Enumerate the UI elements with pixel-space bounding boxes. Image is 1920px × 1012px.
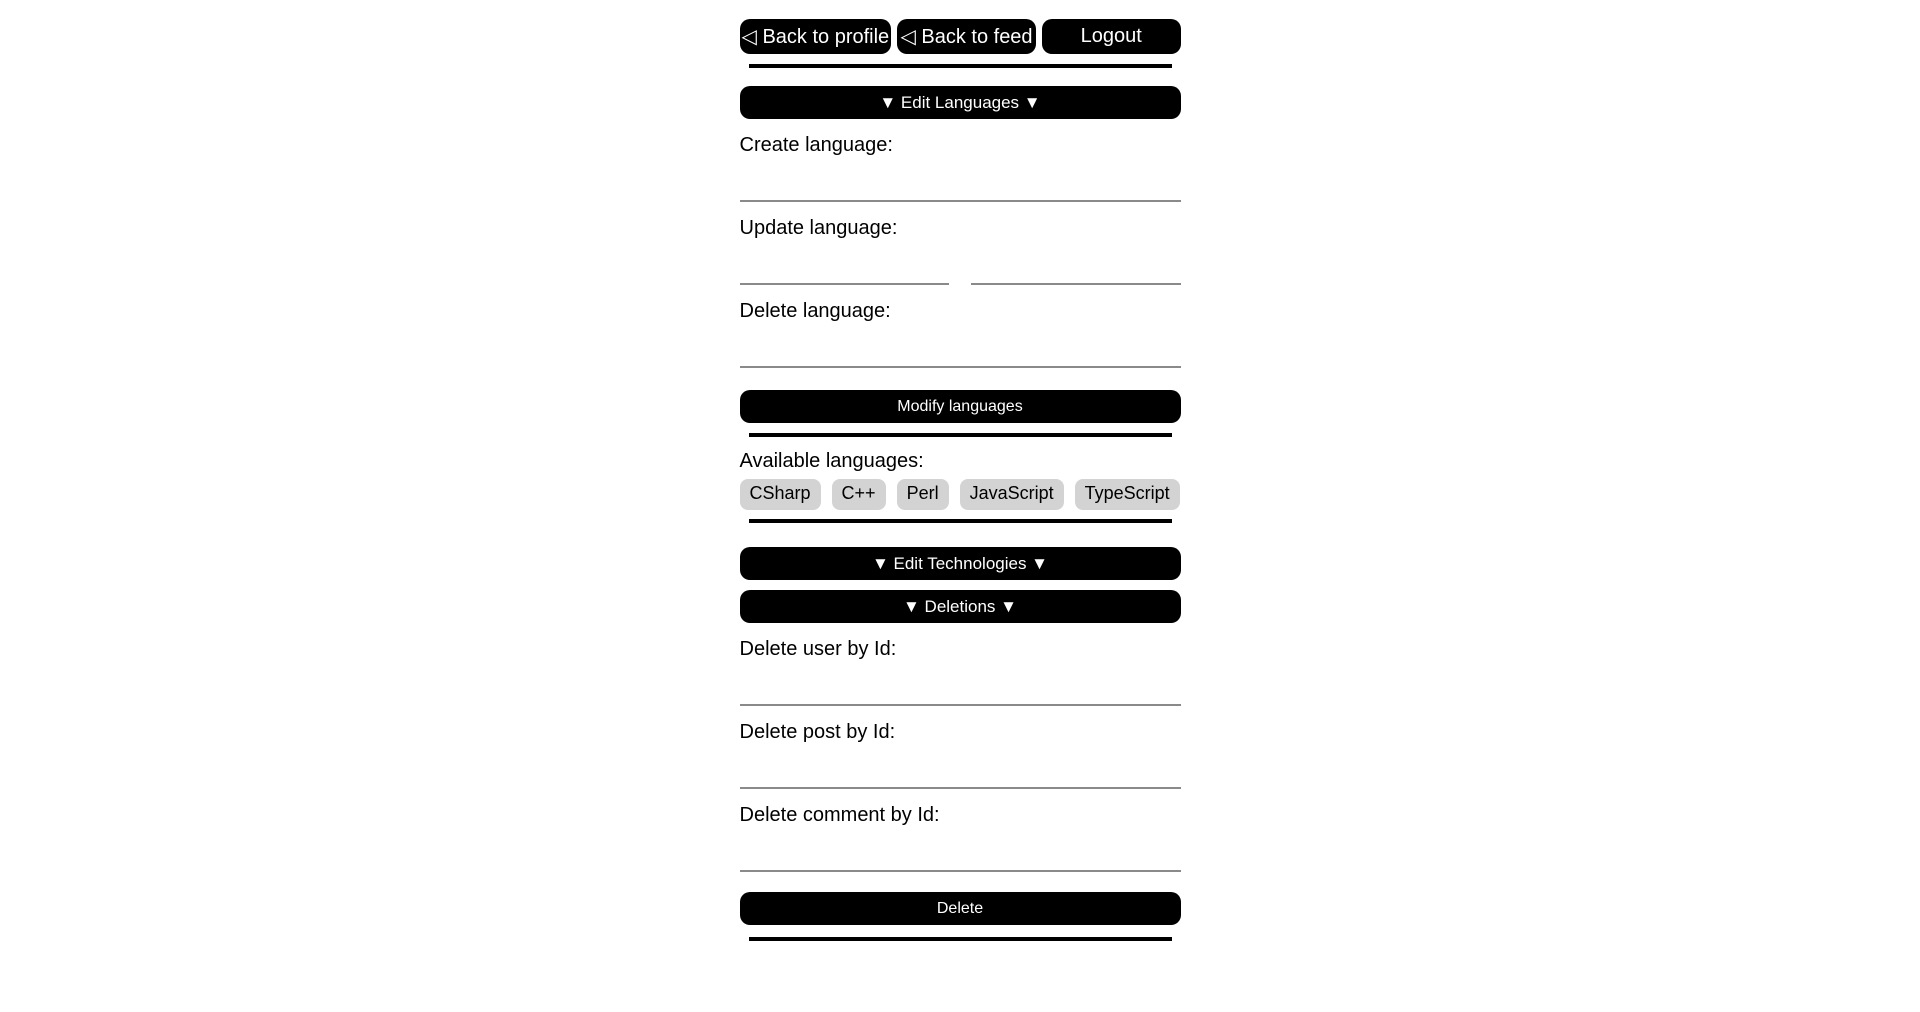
edit-languages-toggle[interactable]: ▼ Edit Languages ▼ bbox=[740, 86, 1181, 119]
available-languages-list bbox=[740, 479, 1181, 510]
deletions-toggle[interactable]: ▼ Deletions ▼ bbox=[740, 590, 1181, 623]
update-language-label: Update language: bbox=[739, 217, 898, 239]
delete-comment-label: Delete comment by Id: bbox=[739, 804, 940, 826]
logout-button[interactable]: Logout bbox=[1042, 19, 1181, 54]
language-chip: C++ bbox=[832, 479, 886, 510]
create-language-label: Create language: bbox=[739, 134, 893, 156]
delete-post-input[interactable] bbox=[740, 745, 1181, 789]
update-language-inputs bbox=[740, 241, 1181, 285]
delete-language-input[interactable] bbox=[740, 324, 1181, 368]
language-chip: JavaScript bbox=[960, 479, 1064, 510]
modify-languages-button[interactable]: Modify languages bbox=[740, 390, 1181, 423]
language-chip: TypeScript bbox=[1075, 479, 1180, 510]
delete-user-input[interactable] bbox=[740, 662, 1181, 706]
update-language-old-input[interactable] bbox=[740, 241, 950, 285]
divider bbox=[749, 433, 1172, 437]
edit-technologies-toggle[interactable]: ▼ Edit Technologies ▼ bbox=[740, 547, 1181, 580]
divider bbox=[749, 937, 1172, 941]
available-languages-label: Available languages: bbox=[739, 450, 924, 472]
divider bbox=[749, 64, 1172, 68]
delete-button[interactable]: Delete bbox=[740, 892, 1181, 925]
language-chip: Perl bbox=[897, 479, 949, 510]
back-to-profile-button[interactable]: ◁ Back to profile bbox=[740, 19, 892, 54]
header-nav bbox=[740, 19, 1181, 54]
content-column bbox=[740, 0, 1181, 941]
delete-user-label: Delete user by Id: bbox=[739, 638, 897, 660]
create-language-input[interactable] bbox=[740, 158, 1181, 202]
divider bbox=[749, 519, 1172, 523]
delete-post-label: Delete post by Id: bbox=[739, 721, 896, 743]
delete-language-label: Delete language: bbox=[739, 300, 891, 322]
update-language-new-input[interactable] bbox=[971, 241, 1181, 285]
language-chip: CSharp bbox=[740, 479, 821, 510]
back-to-feed-button[interactable]: ◁ Back to feed bbox=[897, 19, 1036, 54]
delete-comment-input[interactable] bbox=[740, 828, 1181, 872]
